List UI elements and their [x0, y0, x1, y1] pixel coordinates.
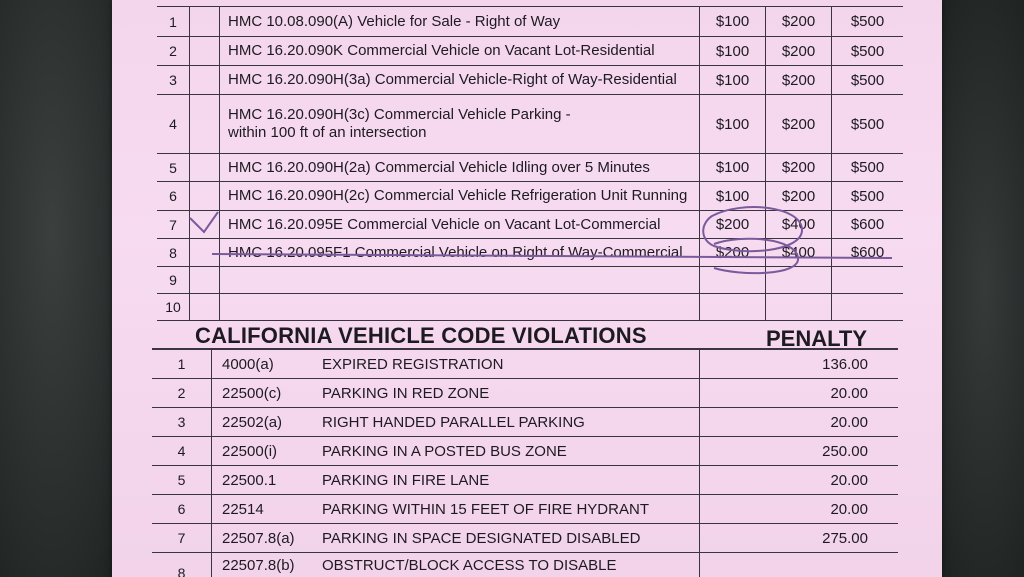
violation-description: EXPIRED REGISTRATION: [312, 350, 700, 378]
table-row: [152, 466, 898, 495]
table-row: [152, 437, 898, 466]
penalty-amount: 20.00: [830, 500, 868, 518]
fine-first: $200: [700, 211, 766, 238]
fine-second: $200: [766, 182, 832, 210]
table-row: [157, 7, 903, 37]
fine-first: $100: [700, 37, 766, 65]
violation-description: PARKING IN RED ZONE: [312, 379, 700, 407]
violation-description: HMC 16.20.095E Commercial Vehicle on Vacant Lot-Commercial: [220, 211, 700, 238]
row-number: 1: [152, 350, 212, 378]
row-number: 5: [157, 154, 190, 181]
row-number: 8: [157, 239, 190, 266]
vehicle-code: 22507.8(a): [222, 529, 295, 547]
row-checkbox[interactable]: [190, 267, 220, 293]
table-row: [157, 66, 903, 95]
violation-description: OBSTRUCT/BLOCK ACCESS TO DISABLE: [312, 553, 700, 577]
fine-second: $400: [766, 239, 832, 266]
penalty-amount: 20.00: [830, 384, 868, 402]
row-number: 3: [152, 408, 212, 436]
fine-second: $200: [766, 95, 832, 153]
fine-third: $500: [850, 13, 885, 30]
fine-third: $500: [850, 187, 885, 205]
penalty-amount: 136.00: [822, 355, 868, 373]
penalty-amount: [700, 553, 898, 577]
vehicle-code: 22507.8(b): [222, 557, 295, 574]
vehicle-code: 4000(a): [222, 355, 274, 373]
row-number: 6: [157, 182, 190, 210]
violation-description: [220, 294, 700, 320]
row-number: 4: [157, 95, 190, 153]
violation-description: HMC 10.08.090(A) Vehicle for Sale - Right of Way: [220, 7, 700, 36]
dark-background-left: [0, 0, 130, 577]
fine-third: $500: [850, 115, 885, 133]
vehicle-code: 22502(a): [222, 413, 283, 431]
row-number: 1: [157, 7, 190, 36]
fine-third: $500: [850, 159, 885, 176]
fine-first: $100: [700, 66, 766, 94]
row-number: 10: [157, 294, 190, 320]
table-row: [152, 553, 898, 577]
fine-second: [766, 294, 832, 320]
violation-description: PARKING IN A POSTED BUS ZONE: [312, 437, 700, 465]
penalty-header: PENALTY: [766, 326, 868, 351]
row-checkbox[interactable]: [190, 154, 220, 181]
vehicle-code: 22514: [222, 500, 264, 518]
row-number: 6: [152, 495, 212, 523]
row-number: 4: [152, 437, 212, 465]
fine-third: [832, 267, 903, 293]
table-row: [157, 211, 903, 239]
table-row: [157, 267, 903, 294]
violation-description: HMC 16.20.090K Commercial Vehicle on Vacant Lot-Residential: [220, 37, 700, 65]
fine-third: [832, 294, 903, 320]
row-number: 2: [152, 379, 212, 407]
row-checkbox[interactable]: [190, 7, 220, 36]
fine-second: $200: [766, 154, 832, 181]
cvc-section-title: CALIFORNIA VEHICLE CODE VIOLATIONS: [195, 323, 647, 348]
fine-third: $600: [850, 244, 885, 261]
row-number: 7: [152, 524, 212, 552]
row-checkbox[interactable]: [190, 239, 220, 266]
violation-description: HMC 16.20.090H(3a) Commercial Vehicle-Right of Way-Residential: [220, 66, 700, 94]
fine-first: $100: [700, 182, 766, 210]
row-checkbox[interactable]: [190, 66, 220, 94]
table-row: [152, 408, 898, 437]
vehicle-code: 22500(c): [222, 384, 282, 402]
fine-second: [766, 267, 832, 293]
penalty-amount: 20.00: [830, 471, 868, 489]
table-row: [157, 239, 903, 267]
fine-third: $600: [850, 216, 885, 233]
vehicle-code: 22500.1: [222, 471, 277, 489]
violation-description: PARKING WITHIN 15 FEET OF FIRE HYDRANT: [312, 495, 700, 523]
penalty-amount: 20.00: [830, 413, 868, 431]
vehicle-code: 22500(i): [222, 442, 278, 460]
table-row: [157, 154, 903, 182]
row-number: 2: [157, 37, 190, 65]
fine-first: [700, 294, 766, 320]
violation-description: PARKING IN SPACE DESIGNATED DISABLED: [312, 524, 700, 552]
row-checkbox[interactable]: [190, 294, 220, 320]
row-number: 9: [157, 267, 190, 293]
fine-first: $100: [700, 7, 766, 36]
fine-second: $200: [766, 37, 832, 65]
fine-second: $200: [766, 7, 832, 36]
table-row: [152, 379, 898, 408]
violation-description: HMC 16.20.090H(2a) Commercial Vehicle Idling over 5 Minutes: [220, 154, 700, 181]
row-checkbox[interactable]: [190, 182, 220, 210]
violation-description: HMC 16.20.090H(2c) Commercial Vehicle Refrigeration Unit Running: [220, 182, 700, 210]
fine-second: $400: [766, 211, 832, 238]
penalty-amount: 275.00: [822, 529, 868, 547]
table-row: [152, 524, 898, 553]
row-number: 8: [152, 553, 212, 577]
fine-first: $100: [700, 95, 766, 153]
fine-first: $100: [700, 154, 766, 181]
row-number: 7: [157, 211, 190, 238]
table-row: [157, 95, 903, 154]
penalty-amount: 250.00: [822, 442, 868, 460]
violation-description: HMC 16.20.095F1 Commercial Vehicle on Right of Way-Commercial: [220, 239, 700, 266]
cvc-violations-table: [152, 348, 898, 577]
row-checkbox[interactable]: [190, 37, 220, 65]
violation-description: RIGHT HANDED PARALLEL PARKING: [312, 408, 700, 436]
row-checkbox[interactable]: [190, 95, 220, 153]
fine-second: $200: [766, 66, 832, 94]
table-row: [157, 37, 903, 66]
violation-description: PARKING IN FIRE LANE: [312, 466, 700, 494]
fine-first: $200: [700, 239, 766, 266]
row-checkbox[interactable]: [190, 211, 220, 238]
citation-form-paper: [112, 0, 942, 577]
violation-description: [220, 267, 700, 293]
row-number: 5: [152, 466, 212, 494]
fine-third: $500: [850, 42, 885, 60]
fine-third: $500: [850, 71, 885, 89]
fine-first: [700, 267, 766, 293]
table-row: [157, 182, 903, 211]
table-row: [152, 495, 898, 524]
table-row: [157, 294, 903, 321]
table-row: [152, 350, 898, 379]
row-number: 3: [157, 66, 190, 94]
violation-description: HMC 16.20.090H(3c) Commercial Vehicle Parking - within 100 ft of an intersection: [220, 95, 700, 153]
